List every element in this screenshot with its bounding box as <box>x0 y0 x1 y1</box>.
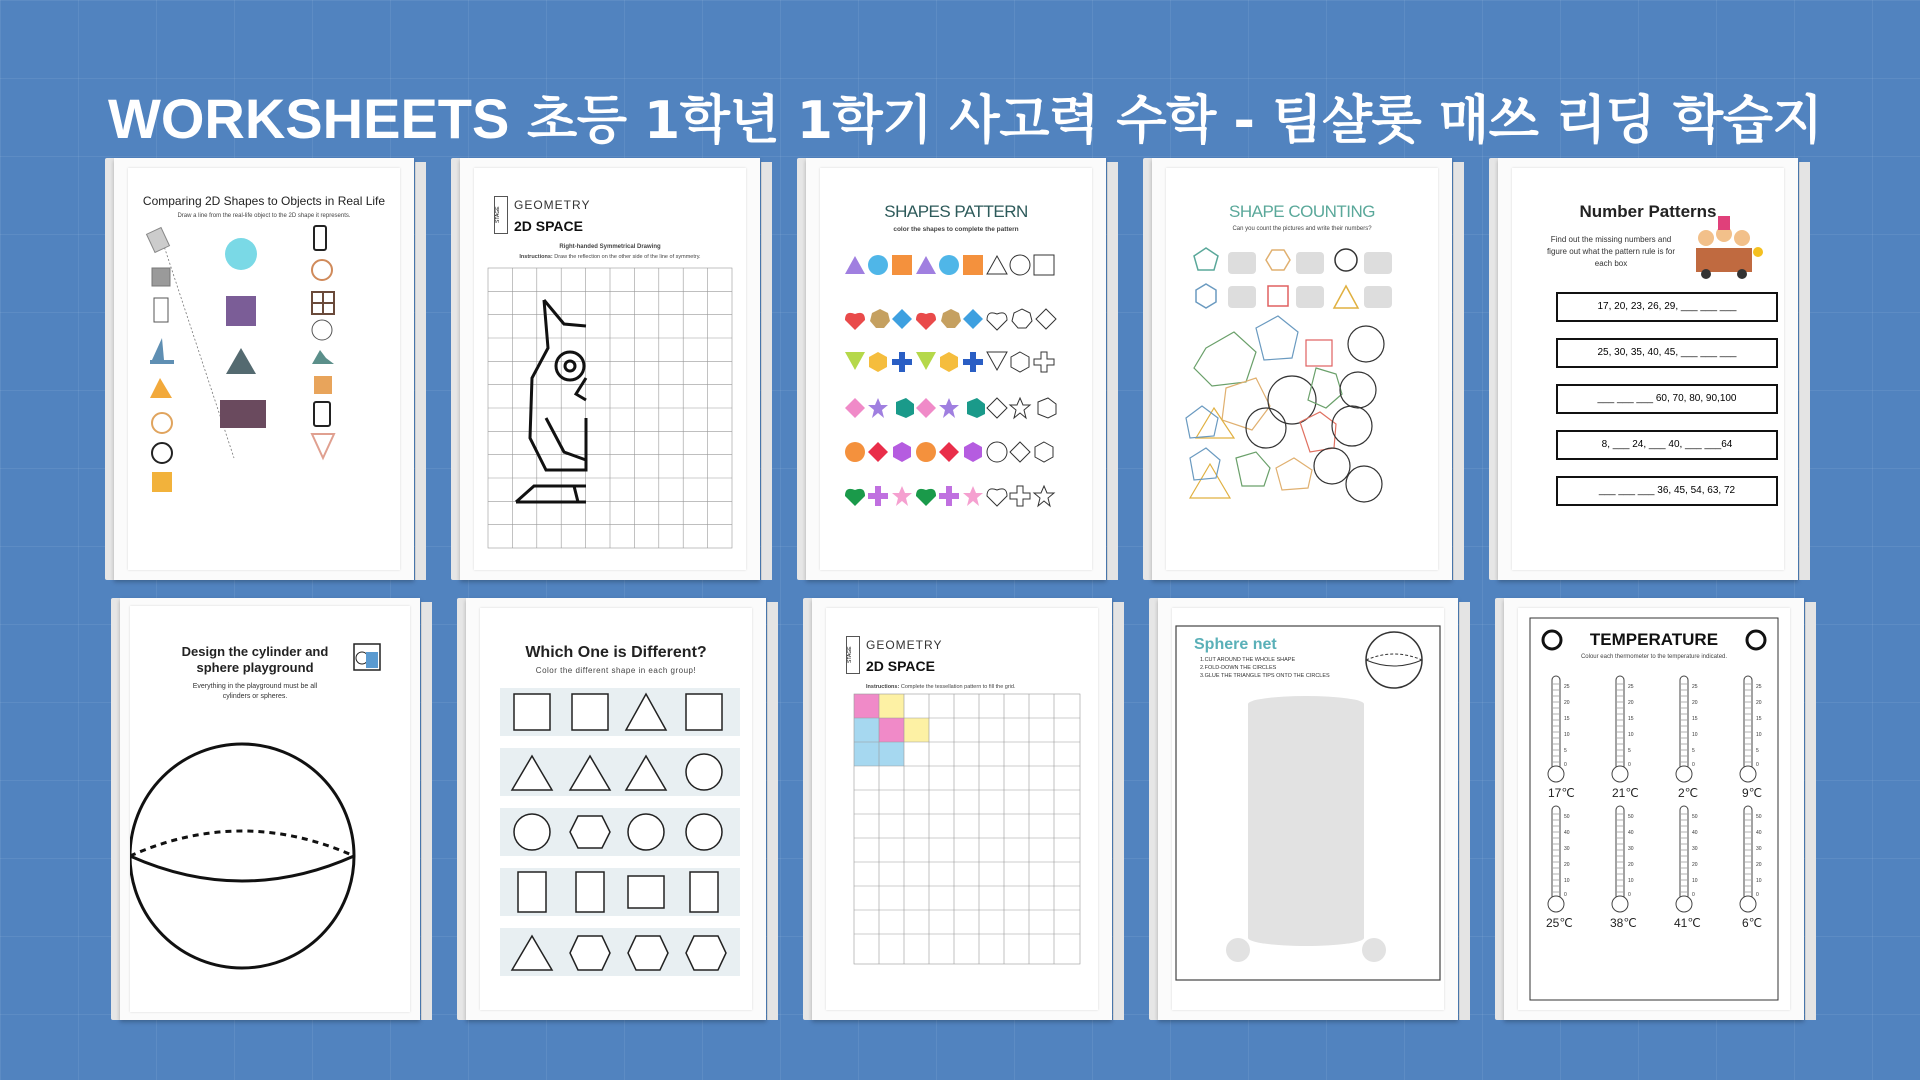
scale-label: 10 <box>1564 878 1570 884</box>
scale-label: 0 <box>1628 892 1631 898</box>
scale-label: 10 <box>1628 878 1634 884</box>
number-pattern-row: ___ ___ ___ 36, 45, 54, 63, 72 <box>1556 476 1778 506</box>
worksheet-instruction: color the shapes to complete the pattern <box>893 226 1019 233</box>
scale-label: 50 <box>1628 814 1634 820</box>
worksheet-page <box>812 598 1112 1020</box>
scale-label: 10 <box>1692 732 1698 738</box>
scale-label: 10 <box>1756 878 1762 884</box>
scale-label: 5 <box>1564 748 1567 754</box>
worksheet-page <box>114 158 414 580</box>
scale-label: 0 <box>1756 762 1759 768</box>
scale-label: 10 <box>1564 732 1570 738</box>
page-title-en: WORKSHEETS <box>108 87 510 150</box>
scale-label: 50 <box>1756 814 1762 820</box>
page-title-ko: 초등 1학년 1학기 사고력 수학 - 팀샬롯 매쓰 리딩 학습지 <box>526 91 1823 151</box>
thermometer-value: 2℃ <box>1678 786 1699 800</box>
scale-label: 0 <box>1756 892 1759 898</box>
number-pattern-row: 8, ___ 24, ___ 40, ___ ___64 <box>1556 430 1778 460</box>
scale-label: 20 <box>1564 700 1570 706</box>
worksheet-title: Which One is Different? <box>525 644 707 661</box>
title-line: Design the cylinder and <box>181 644 329 659</box>
scale-label: 50 <box>1692 814 1698 820</box>
scale-label: 40 <box>1756 830 1762 836</box>
scale-label: 20 <box>1692 862 1698 868</box>
worksheet-title: Number Patterns <box>1579 202 1717 221</box>
worksheet-page <box>120 598 420 1020</box>
scale-label: 15 <box>1564 716 1570 722</box>
instruction-bold: Instructions: <box>866 684 900 690</box>
worksheet-comparing-shapes[interactable] <box>110 158 418 580</box>
sphere-drawing <box>130 606 410 1012</box>
worksheet-symmetry[interactable] <box>456 158 764 580</box>
thermometer-value: 9℃ <box>1742 786 1763 800</box>
step-item: 2.FOLD-DOWN THE CIRCLES <box>1200 665 1277 671</box>
worksheet-instruction: Find out the missing numbers and figure out what the pattern rule is for each box <box>1546 235 1676 268</box>
worksheet-page <box>460 158 760 580</box>
step-item: 3.GLUE THE TRIANGLE TIPS ONTO THE CIRCLES <box>1200 673 1330 679</box>
worksheet-heading: Right-handed Symmetrical Drawing <box>559 244 661 250</box>
scale-label: 5 <box>1756 748 1759 754</box>
scale-label: 10 <box>1692 878 1698 884</box>
scale-label: 30 <box>1756 846 1762 852</box>
worksheet-page <box>1504 598 1804 1020</box>
scale-label: 25 <box>1692 684 1698 690</box>
number-pattern-row: ___ ___ ___ 60, 70, 80, 90,100 <box>1556 384 1778 414</box>
different-shapes-rows <box>480 608 752 1010</box>
instruction-line: cylinders or spheres. <box>222 693 288 700</box>
scale-label: 10 <box>1756 732 1762 738</box>
step-item: 1.CUT AROUND THE WHOLE SHAPE <box>1200 657 1296 663</box>
scale-label: 20 <box>1628 862 1634 868</box>
stage-label: STAGE <box>846 636 860 674</box>
title-line: sphere playground <box>196 660 314 675</box>
geometry-label: GEOMETRY <box>514 198 591 212</box>
thermometer-value: 41℃ <box>1674 916 1701 930</box>
worksheet-instruction: Draw a line from the real-life object to the 2D shape it represents. <box>177 213 351 219</box>
counting-illustration <box>1166 168 1438 570</box>
scale-label: 40 <box>1692 830 1698 836</box>
scale-label: 0 <box>1628 762 1631 768</box>
instruction-text: Draw the reflection on the other side of the line of symmetry. <box>554 254 701 260</box>
space-label: 2D SPACE <box>514 218 583 234</box>
kids-cart-illustration <box>1512 168 1784 570</box>
scale-label: 0 <box>1692 892 1695 898</box>
worksheet-page <box>1152 158 1452 580</box>
thermometer-value: 25℃ <box>1546 916 1573 930</box>
scale-label: 0 <box>1692 762 1695 768</box>
page-title <box>108 78 1822 153</box>
scale-label: 30 <box>1692 846 1698 852</box>
worksheet-steps <box>1200 656 1330 680</box>
worksheet-shape-counting[interactable] <box>1148 158 1456 580</box>
scale-label: 5 <box>1692 748 1695 754</box>
worksheet-title: SHAPE COUNTING <box>1228 202 1376 221</box>
worksheet-title: Comparing 2D Shapes to Objects in Real Life <box>142 194 386 208</box>
worksheet-tessellation[interactable] <box>808 598 1116 1020</box>
pattern-rows <box>820 168 1092 570</box>
stage-label: STAGE <box>494 196 508 234</box>
tessellation-grid <box>826 608 1098 1010</box>
scale-label: 30 <box>1628 846 1634 852</box>
instruction-bold: Instructions: <box>519 254 553 260</box>
number-pattern-row: 17, 20, 23, 26, 29, ___ ___ ___ <box>1556 292 1778 322</box>
thermometer-value: 6℃ <box>1742 916 1763 930</box>
scale-label: 5 <box>1628 748 1631 754</box>
space-label: 2D SPACE <box>866 658 935 674</box>
scale-label: 40 <box>1564 830 1570 836</box>
scale-label: 10 <box>1628 732 1634 738</box>
scale-label: 30 <box>1564 846 1570 852</box>
scale-label: 25 <box>1756 684 1762 690</box>
worksheet-which-different[interactable] <box>462 598 770 1020</box>
scale-label: 20 <box>1692 700 1698 706</box>
scale-label: 20 <box>1756 700 1762 706</box>
number-pattern-row: 25, 30, 35, 40, 45, ___ ___ ___ <box>1556 338 1778 368</box>
worksheet-instruction: Can you count the pictures and write their numbers? <box>1232 226 1372 232</box>
worksheet-title: Sphere net <box>1194 636 1277 653</box>
worksheet-sphere-net[interactable] <box>1154 598 1462 1020</box>
worksheet-title: SHAPES PATTERN <box>884 202 1028 221</box>
worksheet-page <box>1158 598 1458 1020</box>
scale-label: 50 <box>1564 814 1570 820</box>
worksheet-shapes-pattern[interactable] <box>802 158 1110 580</box>
worksheet-page <box>806 158 1106 580</box>
scale-label: 20 <box>1628 700 1634 706</box>
thermometer-value: 21℃ <box>1612 786 1639 800</box>
scale-label: 25 <box>1628 684 1634 690</box>
worksheet-sphere-playground[interactable] <box>116 598 424 1020</box>
scale-label: 25 <box>1564 684 1570 690</box>
worksheet-instruction: Color the different shape in each group! <box>535 666 697 675</box>
instruction-text: Complete the tessellation pattern to fill the grid. <box>900 684 1016 690</box>
scale-label: 20 <box>1756 862 1762 868</box>
instruction-line: Everything in the playground must be all <box>192 683 318 690</box>
worksheet-number-patterns[interactable] <box>1494 158 1802 580</box>
worksheet-page <box>1498 158 1798 580</box>
matching-illustration <box>128 168 400 570</box>
thermometer-value: 38℃ <box>1610 916 1637 930</box>
worksheet-page <box>466 598 766 1020</box>
thermometer-drawing <box>1518 608 1790 1010</box>
geometry-label: GEOMETRY <box>866 638 943 652</box>
scale-label: 15 <box>1756 716 1762 722</box>
thermometer-value: 17℃ <box>1548 786 1575 800</box>
scale-label: 0 <box>1564 892 1567 898</box>
scale-label: 15 <box>1628 716 1634 722</box>
scale-label: 40 <box>1628 830 1634 836</box>
worksheet-title: TEMPERATURE <box>1589 630 1719 649</box>
scale-label: 20 <box>1564 862 1570 868</box>
worksheet-temperature[interactable] <box>1500 598 1808 1020</box>
scale-label: 15 <box>1692 716 1698 722</box>
scale-label: 0 <box>1564 762 1567 768</box>
symmetry-grid <box>474 168 746 570</box>
worksheet-instruction: Colour each thermometer to the temperature indicated. <box>1580 654 1728 660</box>
